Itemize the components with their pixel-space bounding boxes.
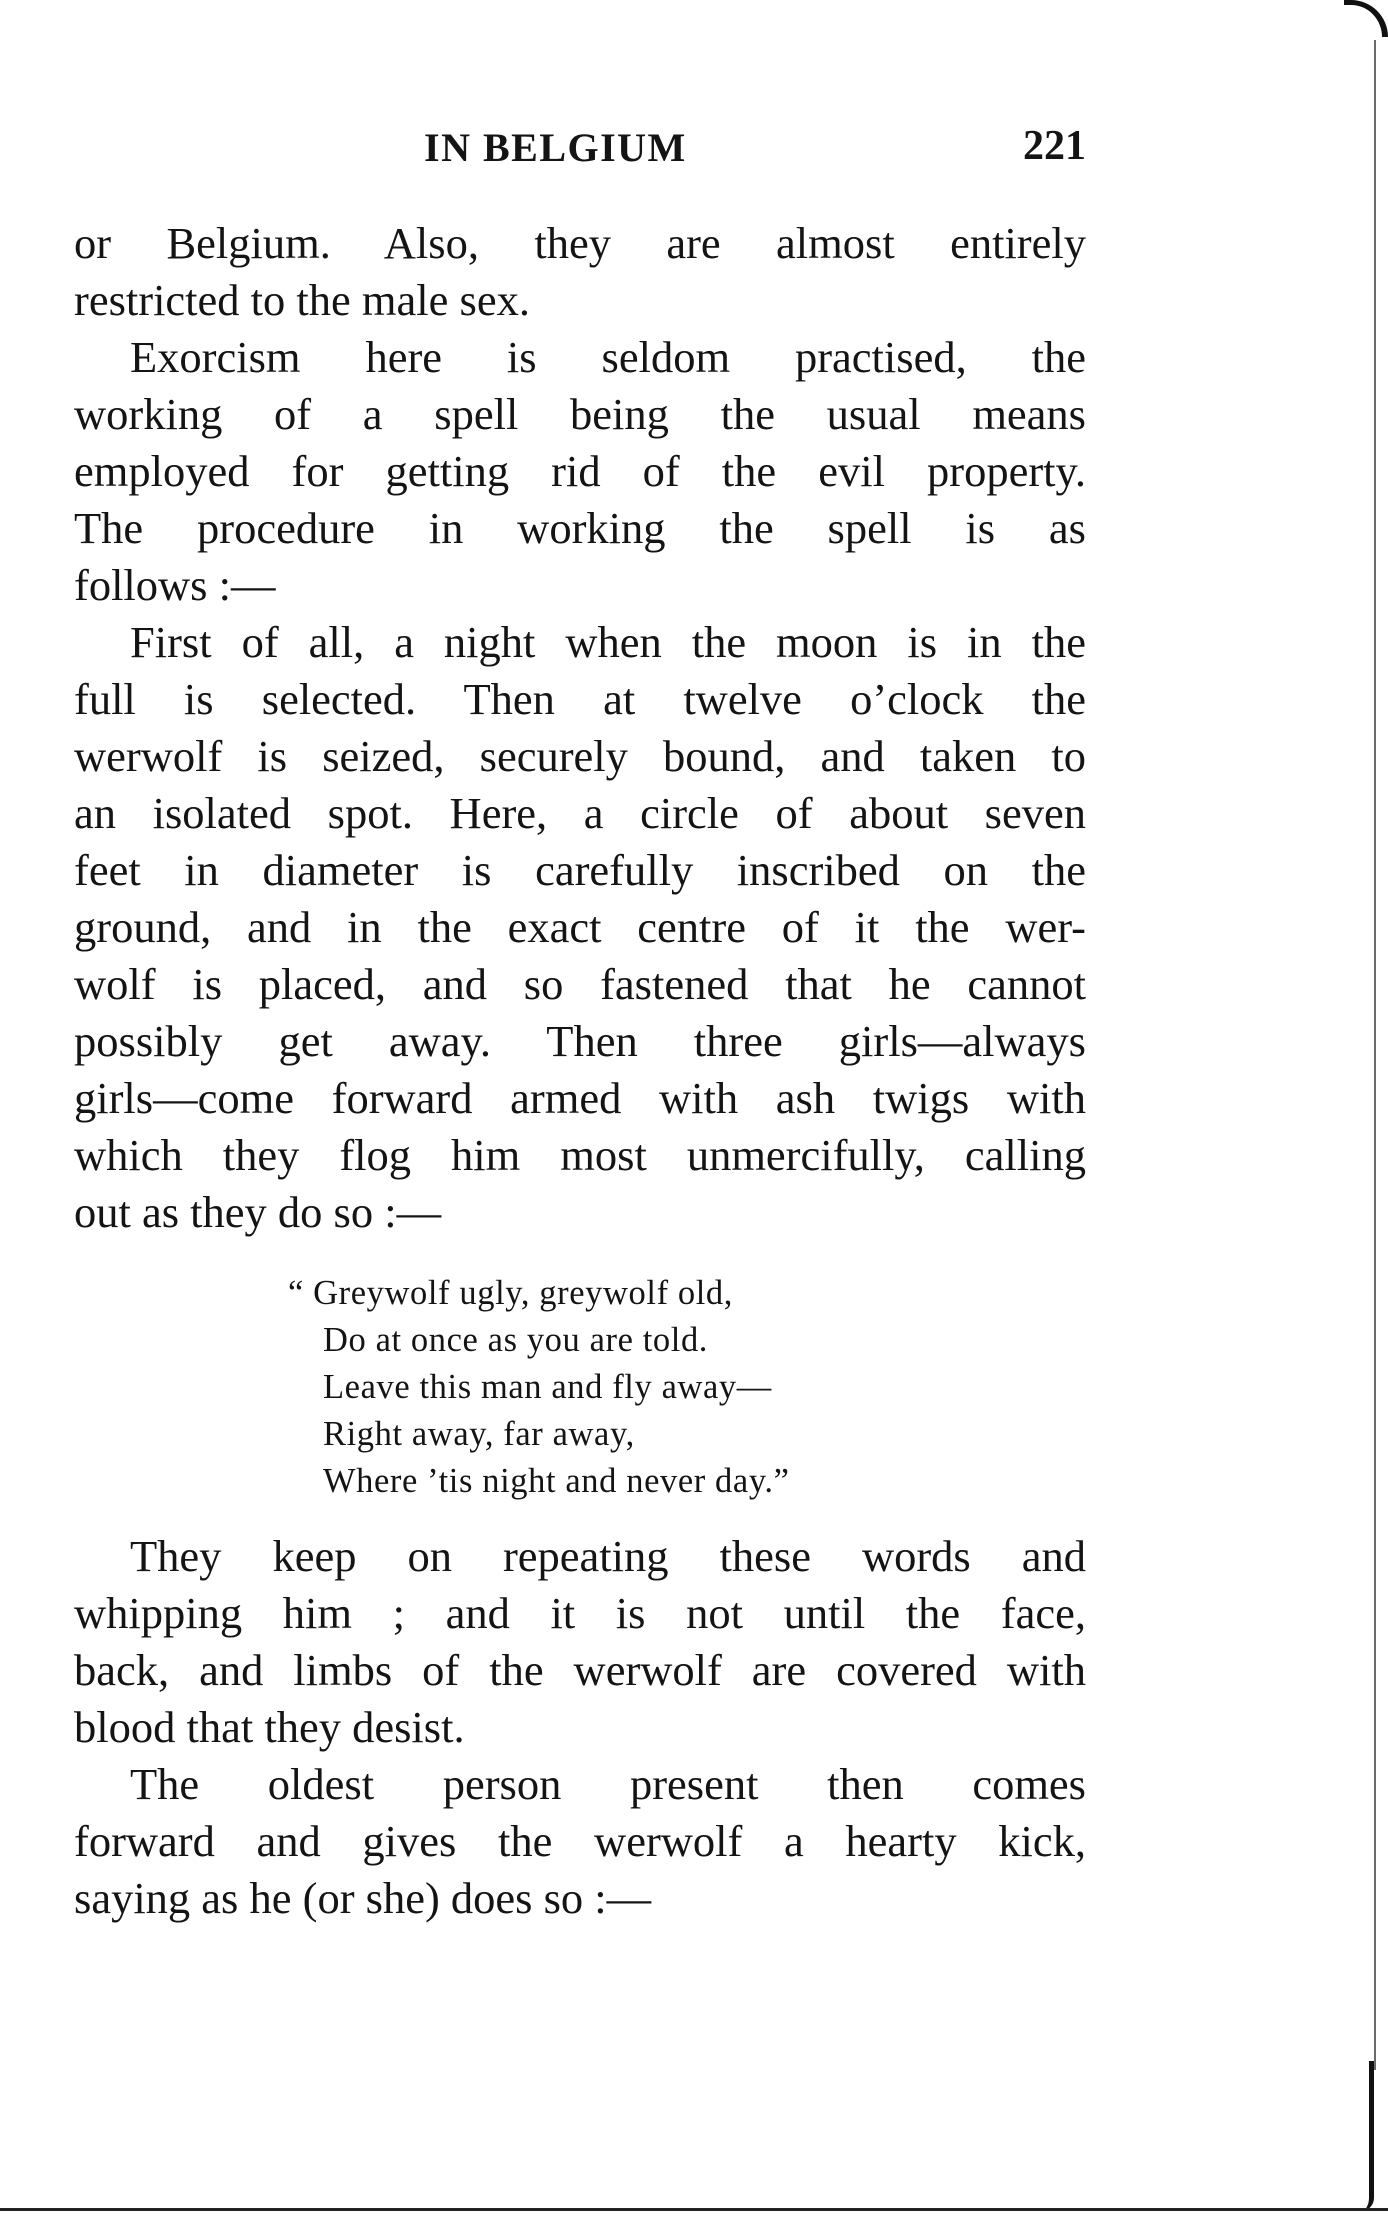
body-text-bottom bbox=[74, 1528, 1086, 1927]
body-text-line: They keep on repeating these words and bbox=[130, 1531, 1086, 1581]
body-text-line: saying as he (or she) does so :— bbox=[74, 1873, 652, 1923]
verse-line: Leave this man and fly away— bbox=[323, 1368, 772, 1406]
body-text-line: The procedure in working the spell is as bbox=[74, 503, 1086, 553]
body-text-line: blood that they desist. bbox=[74, 1702, 465, 1752]
body-text-line: follows :— bbox=[74, 560, 276, 610]
body-text-line: employed for getting rid of the evil property. bbox=[74, 446, 1086, 496]
body-text-line: back, and limbs of the werwolf are covered with bbox=[74, 1645, 1086, 1695]
body-text-line: wolf is placed, and so fastened that he cannot bbox=[74, 959, 1086, 1009]
page-edge-line bbox=[1374, 40, 1376, 2070]
body-text-line: werwolf is seized, securely bound, and taken to bbox=[74, 731, 1086, 781]
body-text-line: full is selected. Then at twelve o’clock the bbox=[74, 674, 1086, 724]
body-text-line: which they flog him most unmercifully, calling bbox=[74, 1130, 1086, 1180]
verse-line: Where ’tis night and never day.” bbox=[323, 1462, 790, 1500]
body-text-line: whipping him ; and it is not until the face, bbox=[74, 1588, 1086, 1638]
verse-line: Right away, far away, bbox=[323, 1415, 635, 1453]
verse-line: Do at once as you are told. bbox=[323, 1321, 709, 1359]
body-text-line: girls—come forward armed with ash twigs with bbox=[74, 1073, 1086, 1123]
body-text-line: restricted to the male sex. bbox=[74, 275, 530, 325]
page-number: 221 bbox=[1023, 123, 1086, 169]
body-text-line: possibly get away. Then three girls—always bbox=[74, 1016, 1086, 1066]
body-text-line: working of a spell being the usual means bbox=[74, 389, 1086, 439]
body-text-line: out as they do so :— bbox=[74, 1187, 442, 1237]
body-text-line: First of all, a night when the moon is in the bbox=[130, 617, 1086, 667]
verse-line: “ Greywolf ugly, greywolf old, bbox=[288, 1274, 733, 1312]
body-text-top bbox=[74, 215, 1086, 1241]
body-text-line: ground, and in the exact centre of it the wer- bbox=[74, 902, 1086, 952]
body-text-line: feet in diameter is carefully inscribed on the bbox=[74, 845, 1086, 895]
page-header bbox=[74, 118, 1086, 178]
running-head: IN BELGIUM bbox=[424, 125, 687, 170]
body-text-line: or Belgium. Also, they are almost entirely bbox=[74, 218, 1086, 268]
body-text-line: The oldest person present then comes bbox=[130, 1759, 1086, 1809]
page-bottom-edge bbox=[0, 2208, 1388, 2219]
body-text-line: Exorcism here is seldom practised, the bbox=[130, 332, 1086, 382]
page-curl bbox=[1361, 2061, 1374, 2211]
body-text-line: an isolated spot. Here, a circle of about seven bbox=[74, 788, 1086, 838]
page-corner-mark bbox=[1344, 0, 1388, 37]
body-text-line: forward and gives the werwolf a hearty kick, bbox=[74, 1816, 1086, 1866]
verse-block bbox=[288, 1270, 790, 1505]
